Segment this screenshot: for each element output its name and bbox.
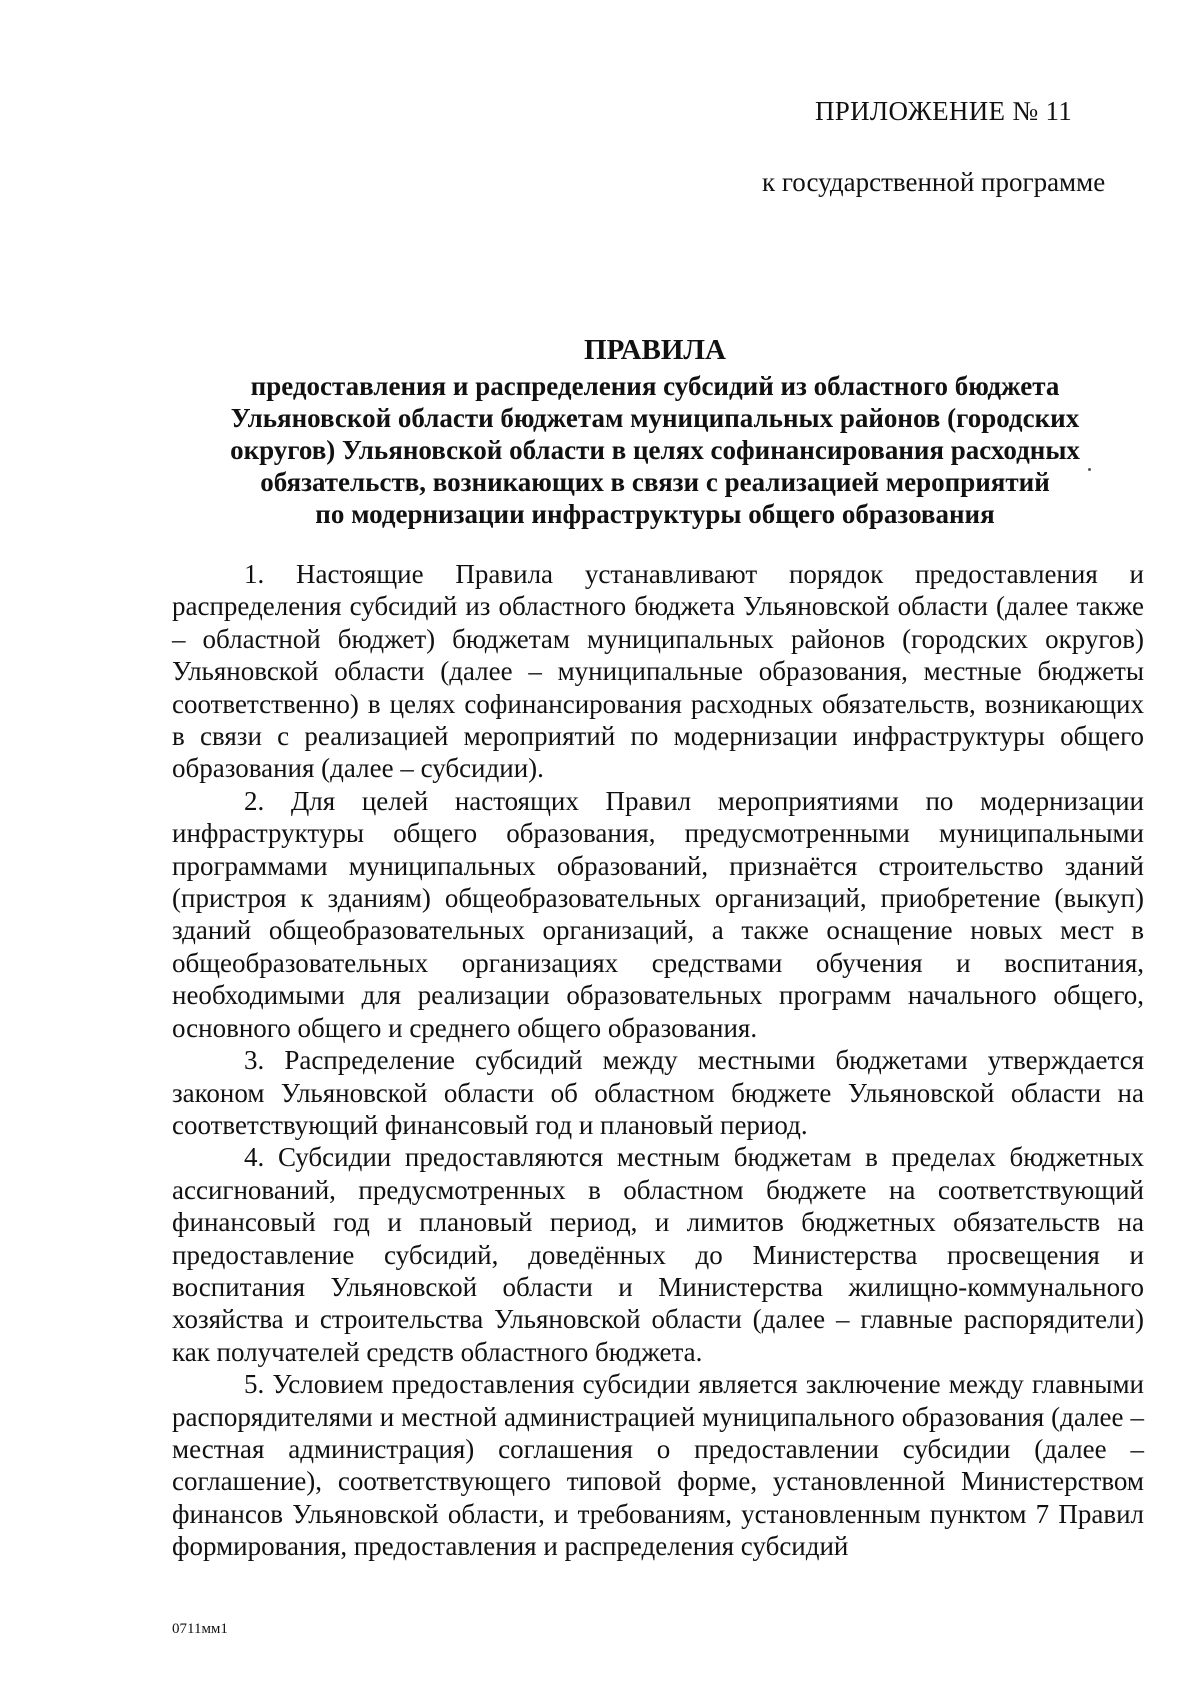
paragraph-2: 2. Для целей настоящих Правил мероприятиями по модернизации инфраструктуры общего образования, предусмотренными муниципальными программами муниципальных образований, признаётся строительство зданий (пристроя к зданиям) общеобразовательных организаций, приобретение (выкуп) зданий общеобразовательных организаций, а также оснащение новых мест в общеобразовательных организациях средствами обучения и воспитания, необходимыми для реализации образовательных программ начального общего, основного общего и среднего общего образования. (172, 785, 1144, 1043)
paragraph-1: 1. Настоящие Правила устанавливают порядок предоставления и распределения субсидий из областного бюджета Ульяновской области (далее также – областной бюджет) бюджетам муниципальных районов (городских округов) Ульяновской области (далее – муниципальные образования, местные бюджеты соответственно) в целях софинансирования расходных обязательств, возникающих в связи с реализацией мероприятий по модернизации инфраструктуры общего образования (далее – субсидии). (172, 559, 1144, 784)
paragraph-4: 4. Субсидии предоставляются местным бюджетам в пределах бюджетных ассигнований, предусмотренных в областном бюджете на соответствующий финансовый год и плановый период, и лимитов бюджетных обязательств на предоставление субсидий, доведённых до Министерства просвещения и воспитания Ульяновской области и Министерства жилищно-коммунального хозяйства и строительства Ульяновской области (далее – главные распорядители) как получателей средств областного бюджета. (172, 1142, 1144, 1367)
scan-speck (1088, 468, 1091, 471)
document-subtitle-line: обязательств, возникающих в связи с реализацией мероприятий (260, 467, 1050, 497)
paragraph-3: 3. Распределение субсидий между местными бюджетами утверждается законом Ульяновской области об областном бюджете Ульяновской области на соответствующий финансовый год и плановый период. (172, 1045, 1144, 1140)
appendix-reference: к государственной программе (762, 167, 1106, 197)
document-subtitle-line: по модернизации инфраструктуры общего образования (315, 499, 995, 529)
document-title-block (200, 332, 1110, 530)
document-subtitle-line: округов) Ульяновской области в целях софинансирования расходных (230, 435, 1080, 465)
paragraph-5: 5. Условием предоставления субсидии является заключение между главными распорядителями и местной администрацией муниципального образования (далее – местная администрация) соглашения о предоставлении субсидии (далее – соглашение), соответствующего типовой форме, установленной Министерством финансов Ульяновской области, и требованиям, установленным пунктом 7 Правил формирования, предоставления и распределения субсидий (172, 1369, 1144, 1562)
appendix-number: ПРИЛОЖЕНИЕ № 11 (815, 96, 1073, 126)
document-subtitle-line: Ульяновской области бюджетам муниципальных районов (городских (230, 403, 1080, 433)
document-title: ПРАВИЛА (584, 334, 726, 366)
document-subtitle-line: предоставления и распределения субсидий из областного бюджета (250, 371, 1060, 401)
document-body (172, 558, 1144, 1563)
document-code: 0711мм1 (172, 1621, 228, 1637)
